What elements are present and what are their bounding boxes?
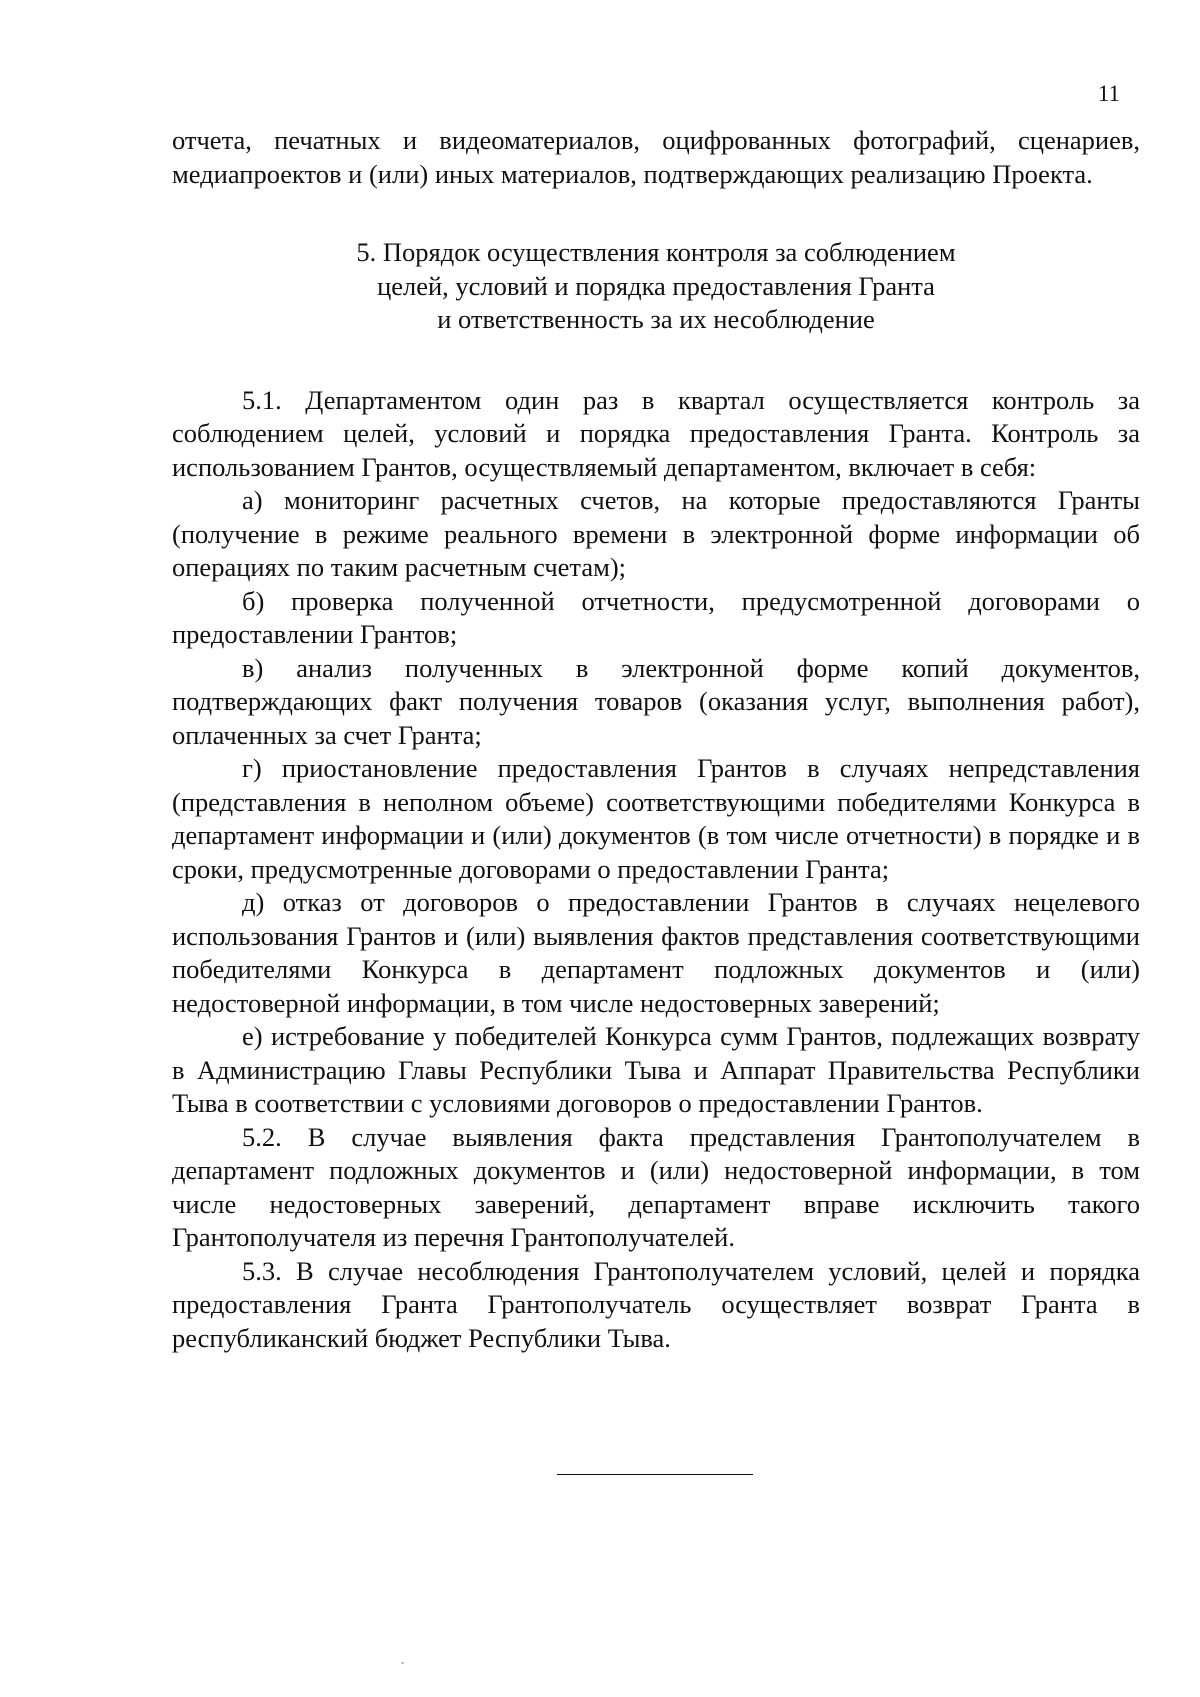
section-heading-line-1: 5. Порядок осуществления контроля за соблюдением — [356, 237, 956, 267]
list-item-v: в) анализ полученных в электронной форме копий документов, подтверждающих факт получения товаров (оказания услуг, выполнения работ), оплаченных за счет Гранта; — [172, 652, 1140, 750]
list-item-d: д) отказ от договоров о предоставлении Грантов в случаях нецелевого использования Грантов и (или) выявления фактов представления соответствующими победителями Конкурса в департамент подложных документов и (или) недостоверной информации, в том числе недостоверных заверений; — [172, 887, 1140, 1018]
section-heading — [172, 236, 1140, 337]
page-number: 11 — [1097, 81, 1120, 106]
intro-paragraph: отчета, печатных и видеоматериалов, оцифрованных фотографий, сценариев, медиапроектов и (или) иных материалов, подтверждающих реализацию Проекта. — [172, 125, 1140, 189]
paragraph-5-2: 5.2. В случае выявления факта представления Грантополучателем в департамент подложных документов и (или) недостоверной информации, в том числе недостоверных заверений, департамент вправе исключить такого Грантополучателя из перечня Грантополучателей. — [172, 1121, 1140, 1252]
list-item-e: е) истребование у победителей Конкурса сумм Грантов, подлежащих возврату в Администрацию Главы Республики Тыва и Аппарат Правительства Республики Тыва в соответствии с условиями договоров о предоставлении Грантов. — [172, 1021, 1140, 1118]
paragraph-5-1: 5.1. Департаментом один раз в квартал осуществляется контроль за соблюдением целей, условий и порядка предоставления Гранта. Контроль за использованием Грантов, осуществляемый департаментом, включает в себя: — [172, 384, 1140, 482]
section-heading-line-3: и ответственность за их несоблюдение — [437, 304, 875, 334]
section-heading-line-2: целей, условий и порядка предоставления Гранта — [377, 270, 935, 301]
end-separator-line — [557, 1474, 753, 1475]
page-content — [172, 124, 1140, 1355]
list-item-b: б) проверка полученной отчетности, предусмотренной договорами о предоставлении Грантов; — [172, 585, 1140, 649]
list-item-a: а) мониторинг расчетных счетов, на которые предоставляются Гранты (получение в режиме реального времени в электронной форме информации об операциях по таким расчетным счетам); — [172, 485, 1140, 582]
list-item-g: г) приостановление предоставления Грантов в случаях непредставления (представления в неполном объеме) соответствующими победителями Конкурса в департамент информации и (или) документов (в том числе отчетности) в порядке и в сроки, предусмотренные договорами о предоставлении Гранта; — [172, 753, 1140, 884]
scan-speck — [401, 1662, 404, 1664]
paragraph-5-3: 5.3. В случае несоблюдения Грантополучателем условий, целей и порядка предоставления Гранта Грантополучатель осуществляет возврат Гранта в республиканский бюджет Республики Тыва. — [172, 1255, 1140, 1353]
